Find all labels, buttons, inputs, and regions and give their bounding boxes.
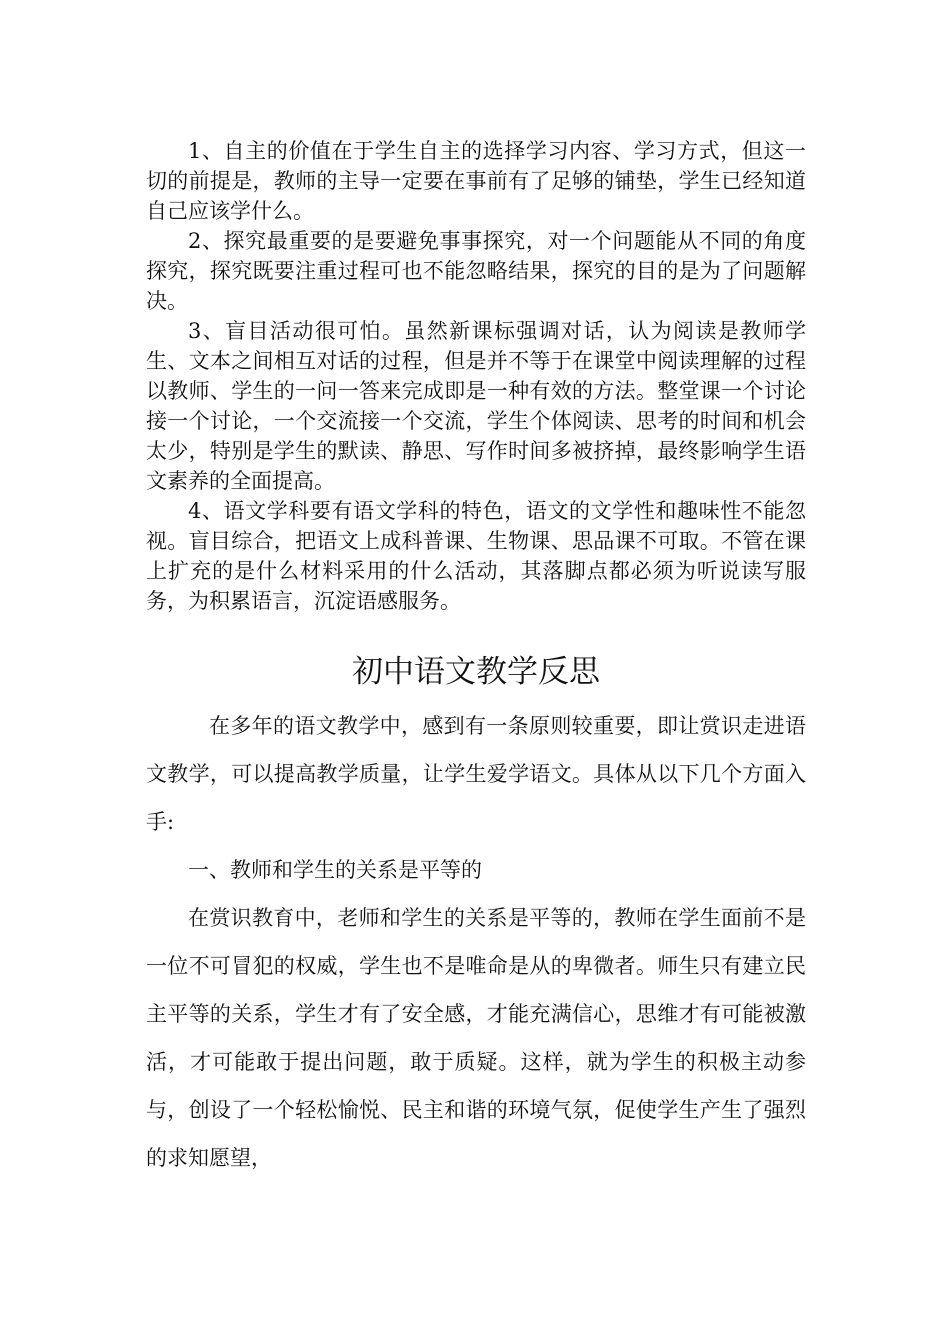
article-title: 初中语文教学反思 [352, 654, 600, 690]
body-paragraph: 在赏识教育中，老师和学生的关系是平等的，教师在学生面前不是一位不可冒犯的权威，学生也不是唯命是从的卑微者。师生只有建立民主平等的关系，学生才有了安全感，才能充满信心，思维才有可能被激活，才可能敢于提出问题，敢于质疑。这样，就为学生的积极主动参与，创设了一个轻松愉悦、民主和谐的环境气氛，促使学生产生了强烈的求知愿望， [146, 906, 806, 1170]
point-2-paragraph: 2、探究最重要的是要避免事事探究，对一个问题能从不同的角度探究，探究既要注重过程可也不能忽略结果，探究的目的是为了问题解决。 [146, 229, 806, 313]
article-body [146, 702, 806, 1182]
section-heading: 一、教师和学生的关系是平等的 [188, 858, 482, 882]
point-1-paragraph: 1、自主的价值在于学生自主的选择学习内容、学习方式，但这一切的前提是，教师的主导一定要在事前有了足够的铺垫，学生已经知道自己应该学什么。 [146, 139, 806, 223]
point-3-paragraph: 3、盲目活动很可怕。虽然新课标强调对话，认为阅读是教师学生、文本之间相互对话的过程，但是并不等于在课堂中阅读理解的过程以教师、学生的一问一答来完成即是一种有效的方法。整堂课一个讨论接一个讨论，一个交流接一个交流，学生个体阅读、思考的时间和机会太少，特别是学生的默读、静思、写作时间多被挤掉，最终影响学生语文素养的全面提高。 [146, 319, 806, 493]
point-4-paragraph: 4、语文学科要有语文学科的特色，语文的文学性和趣味性不能忽视。盲目综合，把语文上成科普课、生物课、思品课不可取。不管在课上扩充的是什么材料采用的什么活动，其落脚点都必须为听说读写服务，为积累语言，沉淀语感服务。 [146, 499, 806, 613]
reflection-points [146, 136, 806, 616]
intro-paragraph: 在多年的语文教学中，感到有一条原则较重要，即让赏识走进语文教学，可以提高教学质量，让学生爱学语文。具体从以下几个方面入手: [146, 714, 806, 834]
